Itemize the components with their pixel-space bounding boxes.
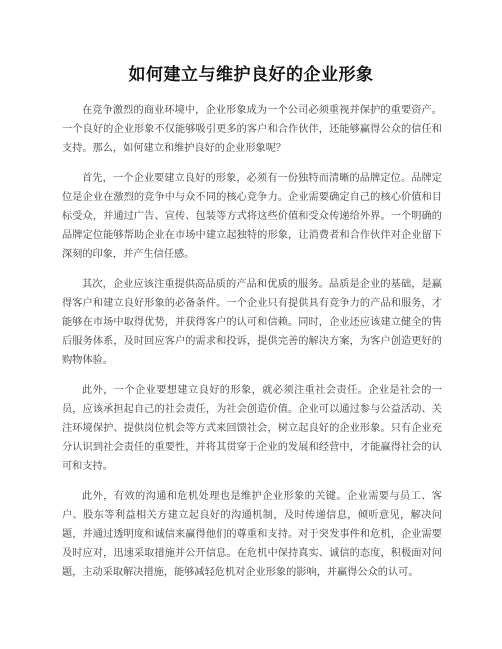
paragraph-communication-crisis: 此外，有效的沟通和危机处理也是维护企业形象的关键。企业需要与员工、客户、股东等利益相关方建立起良好的沟通机制，及时传递信息，倾听意见，解决问题，并通过透明度和诚信来赢得他们的尊重和支持。对于突发事件和危机，企业需要及时应对，迅速采取措施并公开信息。在危机中保持真实、诚信的态度，积极面对问题，主动采取解决措施，能够减轻危机对企业形象的影响，并赢得公众的认可。 [62,490,442,579]
paragraph-social-responsibility: 此外，一个企业要想建立良好的形象，就必须注重社会责任。企业是社会的一员，应该承担起自己的社会责任，为社会创造价值。企业可以通过参与公益活动、关注环境保护、提供岗位机会等方式来回馈社会，树立起良好的企业形象。只有企业充分认识到社会责任的重要性，并将其贯穿于企业的发展和经营中，才能赢得社会的认可和支持。 [62,384,442,473]
paragraph-intro: 在竞争激烈的商业环境中，企业形象成为一个公司必须重视并保护的重要资产。一个良好的企业形象不仅能够吸引更多的客户和合作伙伴，还能够赢得公众的信任和支持。那么，如何建立和维护良好的企业形象呢？ [62,105,442,155]
document-body [62,101,442,593]
paragraph-quality-service: 其次，企业应该注重提供高品质的产品和优质的服务。品质是企业的基础，是赢得客户和建立良好形象的必备条件。一个企业只有提供具有竞争力的产品和服务，才能够在市场中取得优势，并获得客户的认可和信赖。同时，企业还应该建立健全的售后服务体系，及时回应客户的需求和投诉，提供完善的解决方案，为客户创造更好的购物体验。 [62,278,442,367]
document-title: 如何建立与维护良好的企业形象 [128,65,374,85]
paragraph-brand-positioning: 首先，一个企业要建立良好的形象，必须有一份独特而清晰的品牌定位。品牌定位是企业在激烈的竞争中与众不同的核心竞争力。企业需要确定自己的核心价值和目标受众，并通过广告、宣传、包装等方式将这些价值和受众传递给外界。一个明确的品牌定位能够帮助企业在市场中建立起独特的形象，让消费者和合作伙伴对企业留下深刻的印象，并产生信任感。 [62,172,442,261]
